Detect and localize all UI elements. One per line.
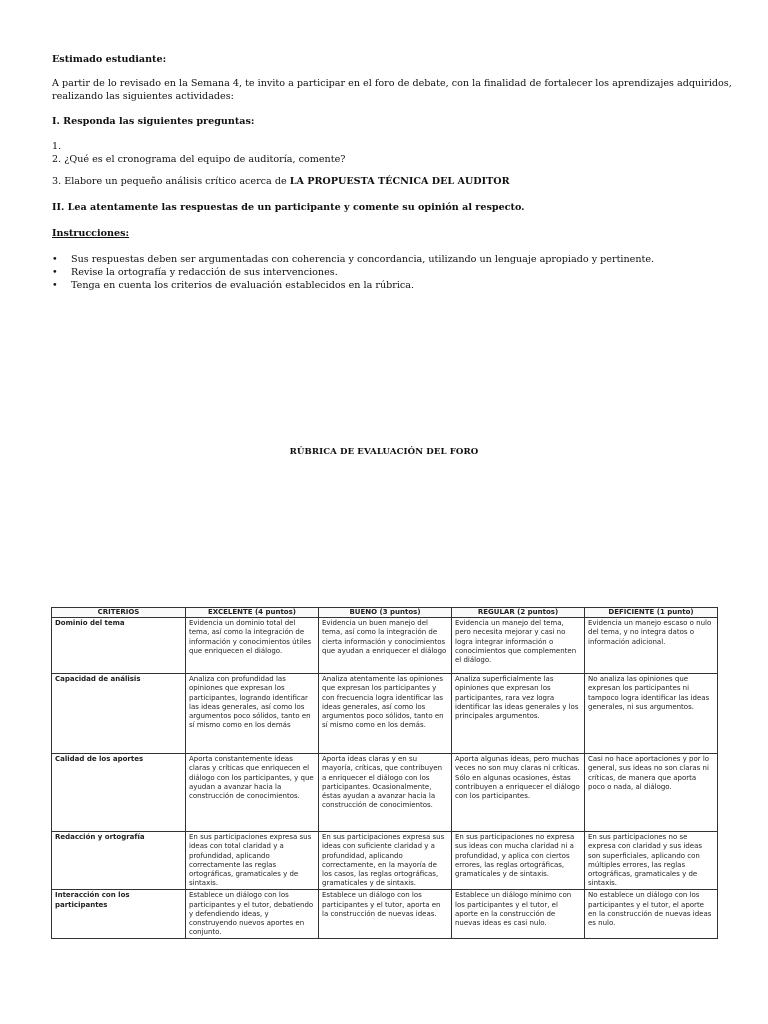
rubric-table (51, 607, 718, 939)
bueno-cell: Establece un diálogo con los participantes y el tutor, aporta en la construcción de nuevas ideas. (319, 890, 452, 939)
table-row (52, 674, 718, 754)
instructions-list (52, 253, 654, 292)
question-3 (52, 176, 510, 188)
instruction-item: • Sus respuestas deben ser argumentadas con coherencia y concordancia, utilizando un lenguaje apropiado y pertinente. (52, 253, 654, 266)
bueno-cell: Evidencia un buen manejo del tema, así como la integración de cierta información y conocimientos que ayudan a enriquecer el diálogo (319, 618, 452, 674)
regular-cell: En sus participaciones no expresa sus ideas con mucha claridad ni a profundidad, y aplica con ciertos errores, las reglas ortográficas, gramaticales y de sintaxis. (452, 832, 585, 890)
excelente-cell: Analiza con profundidad las opiniones que expresan los participantes, logrando identificar las ideas generales, así como los argumentos poco sólidos, tanto en sí mismo como en los demás (186, 674, 319, 754)
intro-paragraph-line-1: A partir de lo revisado en la Semana 4, te invito a participar en el foro de debate, con la finalidad de fortalecer los aprendizajes adquiridos, (52, 78, 732, 89)
instructions-heading: Instrucciones: (52, 228, 130, 239)
excelente-cell: Aporta constantemente ideas claras y críticas que enriquecen el diálogo con los participantes, y que ayudan a avanzar hacia la construcción de conocimientos. (186, 754, 319, 832)
question-3-topic: LA PROPUESTA TÉCNICA DEL AUDITOR (289, 176, 510, 187)
header-criterios: CRITERIOS (52, 608, 186, 618)
regular-cell: Establece un diálogo mínimo con los participantes y el tutor, el aporte en la construcción de nuevas ideas es casi nulo. (452, 890, 585, 939)
bueno-cell: En sus participaciones expresa sus ideas con suficiente claridad y a profundidad, aplicando correctamente, en la mayoría de los casos, las reglas ortográficas, gramaticales y de sintaxis. (319, 832, 452, 890)
instruction-item: • Tenga en cuenta los criterios de evaluación establecidos en la rúbrica. (52, 279, 654, 292)
criterion-cell: Redacción y ortografía (52, 832, 186, 890)
section-2-heading: II. Lea atentamente las respuestas de un participante y comente su opinión al respecto. (52, 202, 525, 213)
header-bueno: BUENO (3 puntos) (319, 608, 452, 618)
table-row (52, 618, 718, 674)
excelente-cell: Evidencia un dominio total del tema, así como la integración de información y conocimientos útiles que enriquecen el diálogo. (186, 618, 319, 674)
deficiente-cell: Evidencia un manejo escaso o nulo del tema, y no integra datos o información adicional. (585, 618, 718, 674)
header-deficiente: DEFICIENTE (1 punto) (585, 608, 718, 618)
table-row (52, 754, 718, 832)
question-2: 2. ¿Qué es el cronograma del equipo de auditoría, comente? (52, 154, 346, 165)
table-row (52, 890, 718, 939)
excelente-cell: En sus participaciones expresa sus ideas con total claridad y a profundidad, aplicando correctamente las reglas ortográficas, gramaticales y de sintaxis. (186, 832, 319, 890)
criterion-cell: Dominio del tema (52, 618, 186, 674)
table-row (52, 832, 718, 890)
excelente-cell: Establece un diálogo con los participantes y el tutor, debatiendo y defendiendo ideas, y construyendo nuevos aportes en conjunto. (186, 890, 319, 939)
rubric-title: RÚBRICA DE EVALUACIÓN DEL FORO (289, 447, 479, 457)
deficiente-cell: Casi no hace aportaciones y por lo general, sus ideas no son claras ni críticas, de manera que aporta poco o nada, al diálogo. (585, 754, 718, 832)
question-3-text: 3. Elabore un pequeño análisis crítico acerca de (52, 176, 290, 187)
header-excelente: EXCELENTE (4 puntos) (186, 608, 319, 618)
regular-cell: Aporta algunas ideas, pero muchas veces no son muy claras ni críticas. Sólo en algunas ocasiones, éstas contribuyen a enriquecer el diálogo con los participantes. (452, 754, 585, 832)
deficiente-cell: No establece un diálogo con los participantes y el tutor, el aporte en la construcción de nuevas ideas es nulo. (585, 890, 718, 939)
bueno-cell: Aporta ideas claras y en su mayoría, críticas, que contribuyen a enriquecer el diálogo con los participantes. Ocasionalmente, éstas ayudan a avanzar hacia la construcción de conocimientos. (319, 754, 452, 832)
rubric-header-row (52, 608, 718, 618)
bueno-cell: Analiza atentamente las opiniones que expresan los participantes y con frecuencia logra identificar las ideas generales, así como los argumentos poco sólidos, tanto en sí mismo como en los demás. (319, 674, 452, 754)
criterion-cell: Capacidad de análisis (52, 674, 186, 754)
header-regular: REGULAR (2 puntos) (452, 608, 585, 618)
regular-cell: Evidencia un manejo del tema, pero necesita mejorar y casi no logra integrar información o conocimientos que complementen el diálogo. (452, 618, 585, 674)
deficiente-cell: En sus participaciones no se expresa con claridad y sus ideas son superficiales, aplicando con múltiples errores, las reglas ortográficas, gramaticales y de sintaxis. (585, 832, 718, 890)
regular-cell: Analiza superficialmente las opiniones que expresan los participantes, rara vez logra identificar las ideas generales y los principales argumentos. (452, 674, 585, 754)
intro-paragraph-line-2: realizando las siguientes actividades: (52, 91, 234, 102)
section-1-heading: I. Responda las siguientes preguntas: (52, 116, 255, 127)
criterion-cell: Interacción con los participantes (52, 890, 186, 939)
deficiente-cell: No analiza las opiniones que expresan los participantes ni tampoco logra identificar las ideas generales, ni sus argumentos. (585, 674, 718, 754)
criterion-cell: Calidad de los aportes (52, 754, 186, 832)
greeting: Estimado estudiante: (52, 54, 167, 65)
question-1: 1. (52, 141, 62, 152)
instruction-item: • Revise la ortografía y redacción de sus intervenciones. (52, 266, 654, 279)
